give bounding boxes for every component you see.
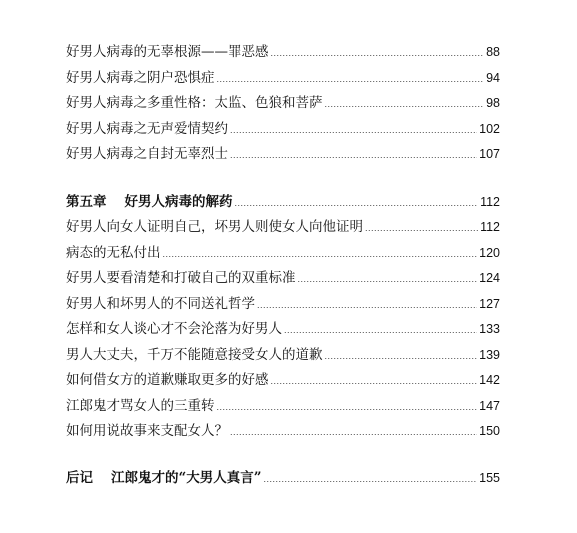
chapter-number: 第五章 <box>66 193 107 210</box>
dot-leader <box>235 191 479 217</box>
toc-afterword[interactable] <box>66 466 500 492</box>
toc-entry-page: 124 <box>479 271 500 285</box>
toc-entry-page: 107 <box>479 147 500 161</box>
toc-entry[interactable] <box>66 368 500 394</box>
toc-entry-page: 120 <box>479 245 500 260</box>
dot-leader <box>163 242 478 268</box>
dot-leader <box>325 92 485 118</box>
toc-entry[interactable] <box>66 91 500 117</box>
toc-entry-title: 怎样和女人谈心才不会沦落为好男人 <box>66 321 282 337</box>
dot-leader <box>230 143 477 169</box>
toc-entry[interactable] <box>66 266 500 292</box>
toc-entry[interactable] <box>66 40 500 66</box>
toc-entry[interactable] <box>66 241 500 267</box>
toc-entry-page: 102 <box>479 121 500 136</box>
dot-leader <box>271 369 478 395</box>
toc-entry[interactable] <box>66 215 500 241</box>
toc-entry-page: 94 <box>486 70 500 85</box>
toc-entry-title: 好男人病毒的无辜根源——罪恶感 <box>66 44 269 60</box>
toc-entry-page: 139 <box>479 347 500 362</box>
section-gap <box>66 168 500 190</box>
toc-entry-title: 好男人病毒之阴户恐惧症 <box>66 69 215 86</box>
toc-entry-title: 好男人病毒之无声爱情契约 <box>66 120 228 137</box>
toc-entry-title: 江郎鬼才骂女人的三重转 <box>66 397 215 414</box>
dot-leader <box>257 293 477 319</box>
toc-entry-page: 112 <box>480 194 500 209</box>
dot-leader <box>365 216 478 242</box>
toc-entry-page: 150 <box>479 424 500 438</box>
dot-leader <box>230 118 477 144</box>
toc-entry-title: 好男人病毒之多重性格：太监、色狼和菩萨 <box>66 95 323 111</box>
toc-entry-title: 病态的无私付出 <box>66 244 161 261</box>
toc-entry-title: 好男人病毒之自封无辜烈士 <box>66 146 228 162</box>
afterword-title: 江郎鬼才的“大男人真言” <box>111 469 262 486</box>
chapter-heading <box>66 190 233 216</box>
dot-leader <box>217 395 478 421</box>
toc-entry[interactable] <box>66 142 500 168</box>
chapter-title: 好男人病毒的解药 <box>124 193 233 210</box>
toc-entry[interactable] <box>66 394 500 420</box>
afterword-heading <box>66 466 262 492</box>
dot-leader <box>298 267 478 293</box>
toc-entry-page: 127 <box>479 296 500 311</box>
toc-entry-title: 好男人和坏男人的不同送礼哲学 <box>66 295 255 312</box>
toc-entry-page: 155 <box>479 470 500 485</box>
toc-chapter-heading[interactable] <box>66 190 500 216</box>
toc-entry-page: 98 <box>486 96 500 110</box>
toc-entry-page: 88 <box>486 45 500 59</box>
toc-entry[interactable] <box>66 317 500 343</box>
toc-entry-title: 好男人要看清楚和打破自己的双重标准 <box>66 270 296 286</box>
afterword-label: 后记 <box>66 469 93 486</box>
toc-entry[interactable] <box>66 292 500 318</box>
toc-entry[interactable] <box>66 117 500 143</box>
dot-leader <box>230 420 477 446</box>
toc-entry-title: 如何借女方的道歉赚取更多的好感 <box>66 372 269 388</box>
toc-entry-page: 142 <box>479 373 500 387</box>
toc-entry[interactable] <box>66 343 500 369</box>
toc-entry[interactable] <box>66 66 500 92</box>
table-of-contents <box>66 40 500 491</box>
toc-entry-page: 133 <box>479 322 500 336</box>
toc-entry-page: 112 <box>480 220 500 234</box>
dot-leader <box>217 67 485 93</box>
toc-entry-title: 如何用说故事来支配女人？ <box>66 423 228 439</box>
toc-entry[interactable] <box>66 419 500 445</box>
toc-entry-title: 好男人向女人证明自己，坏男人则使女人向他证明 <box>66 219 363 235</box>
dot-leader <box>284 318 477 344</box>
toc-entry-title: 男人大丈夫，千万不能随意接受女人的道歉 <box>66 346 323 363</box>
dot-leader <box>325 344 478 370</box>
section-gap <box>66 445 500 466</box>
dot-leader <box>271 41 485 67</box>
toc-entry-page: 147 <box>479 398 500 413</box>
dot-leader <box>264 467 478 493</box>
